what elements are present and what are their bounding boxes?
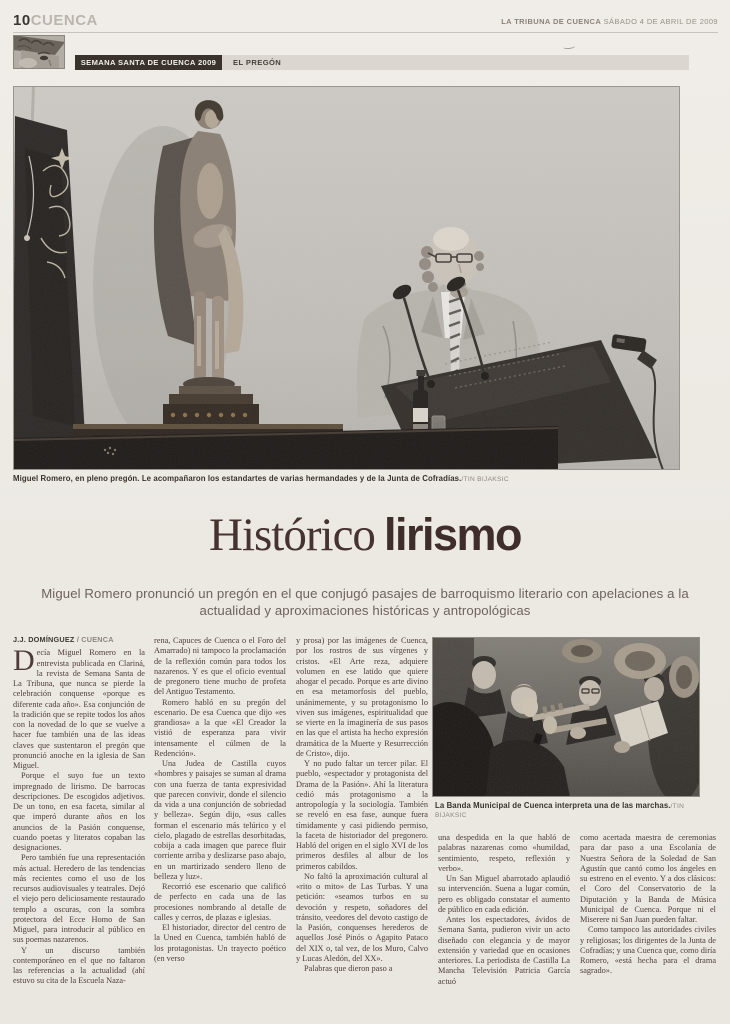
band-photo-caption: [435, 801, 703, 819]
headline-regular: Histórico: [209, 509, 375, 561]
caption-text: Miguel Romero, en pleno pregón. Le acompañaron los estandartes de varias hermandades y de la Junta de Cofradías.: [13, 474, 462, 483]
drop-cap: D: [13, 644, 35, 678]
headline-bold: lirismo: [383, 509, 521, 560]
paragraph: rena, Capuces de Cuenca o el Foro del Amarrado) ni tampoco la proclamación de la reflexión común para todos los nazarenos. Y es que el oficio eventual de pregonero tiene mucho de profeta del Antiguo Testamento.: [154, 636, 286, 697]
paragraph: Recorrió ese escenario que calificó de perfecto en cada una de las procesiones nombrando al detalle de calles y cerros, de plazas e iglesias.: [154, 882, 286, 922]
paragraph: Decía Miguel Romero en la entrevista publicada en Clariná, la revista de Semana Santa de La Tribuna, que nunca se pierde la celebración conquense «porque es diferente cada año». Esa conjunción de la tradición que se repite todos los años con la novedad de lo que se vuelve a hacer fue también una de las ideas claves que sustentaron el pregón que pronunció anoche en la iglesia de San Miguel.: [13, 644, 145, 770]
kicker-topic-label: EL PREGÓN: [233, 58, 282, 67]
newspaper-name: LA TRIBUNA DE CUENCA: [501, 17, 602, 26]
article-column-5: [580, 833, 716, 1013]
kicker-thumbnail-image: [13, 35, 65, 69]
main-photo: [13, 86, 680, 470]
article-deck: Miguel Romero pronunció un pregón en el que conjugó pasajes de barroquismo literario con apelaciones a la actualidad y aproximaciones históricas y antropológicas: [41, 586, 689, 618]
section-name: CUENCA: [30, 12, 98, 29]
paragraph: Romero habló en su pregón del escenario. De esa Cuenca que dijo «es grandiosa» a la que «El Creador la vistió de esperanza para vivir intensamente el cúlmen de la Redención».: [154, 697, 286, 758]
kicker-bar: [75, 55, 222, 70]
paragraph: El historiador, director del centro de la Uned en Cuenca, también habló de los protagonistas. Un trayecto poético (en verso: [154, 923, 286, 963]
sculpture-thumb-art: [13, 35, 65, 69]
page-number: 10: [13, 12, 31, 29]
paragraph: Una Judea de Castilla cuyos «hombres y paisajes se suman al drama con una fuerza de tanta expresividad que parecen convivir, donde el silencio da vida a una conjunción de sobriedad y belleza». Según dijo, «sus calles forman el escenario más telúrico y el cielo, plagado de estrellas desorbitadas, cobija a cada imagen que parece fluir corriente arriba y deslizarse paso abajo, en un martirizado sendero lleno de belleza y luz».: [154, 759, 286, 881]
band-photo: [432, 637, 700, 797]
scan-artifact: [563, 43, 575, 49]
band-photo-art: [432, 637, 700, 797]
paragraph: y prosa) por las imágenes de Cuenca, por los rostros de sus vírgenes y cristos. «El Arte reza, adquiere volumen en ese latido que quiere ahogar el pecado. Porque es arte divino en esa metamorfosis del pueblo, unánimemente, y su protagonismo lo viven sus imágenes, espiritualidad que se vierte en la imaginería de sus pasos en las que el artista ha hecho expresión dramática de la Muerte y Resurrección de Cristo», dijo.: [296, 636, 428, 758]
photo-credit: /TIN BIJAKSIC: [435, 803, 685, 819]
masthead-dateline: [501, 17, 718, 26]
main-photo-caption: [13, 474, 703, 483]
article-column-3: [296, 636, 428, 1011]
paragraph: Antes los espectadores, ávidos de Semana Santa, pudieron vivir un acto diseñado con elegancia y de mayor extensión y variedad que en ocasiones anteriores. La periodista de Castilla La Mancha Televisión Patricia García actuó: [438, 915, 570, 986]
article-column-4: [438, 833, 570, 1013]
kicker-label: SEMANA SANTA DE CUENCA 2009: [80, 58, 217, 67]
byline-place: / CUENCA: [74, 635, 114, 644]
header-rule: [13, 32, 718, 33]
kicker-strip: [222, 55, 689, 70]
byline-author: J.J. DOMÍNGUEZ: [13, 635, 75, 644]
paragraph: Un San Miguel abarrotado aplaudió su intervención. Suena a lugar común, pero es obligado constatar el aumento de público en cada edición.: [438, 874, 570, 914]
paragraph: Y un discurso también contemporáneo en el que no faltaron las referencias a la actualidad (ahí estuvo su cita de la Escuela Naza-: [13, 945, 145, 986]
paragraph: Y no pudo faltar un tercer pilar. El pueblo, «espectador y protagonista del Drama de la Pasión». Ahí la literatura cedió más protagonismo a la antropología y la sociología. También se reveló en esa fase, aunque fuera tímidamente y casi pidiendo permiso, la faceta de historiador del pregonero. Habló del origen en el siglo XVI de los primeros desfiles al albur de los primeros cabildos.: [296, 759, 428, 871]
article-column-1: [13, 635, 145, 1011]
paragraph: una despedida en la que habló de palabras nazarenas como «humildad, sentimiento, respeto, reflexión y verbo».: [438, 833, 570, 873]
pregon-photo-art: [13, 86, 680, 470]
issue-date: SÁBADO 4 DE ABRIL DE 2009: [601, 17, 718, 26]
article-headline: [0, 508, 730, 562]
photo-credit: /TIN BIJAKSIC: [461, 476, 509, 483]
article-column-2: [154, 636, 286, 1011]
paragraph: Porque el suyo fue un texto impregnado de lirismo. De barrocas descripciones. De escogidos adjetivos. De un tono, en esa faceta, similar al que imperó durante años en los anuncios de la Pasión conquense, cuando poetas y literatos copaban las designaciones.: [13, 771, 145, 852]
caption-text: La Banda Municipal de Cuenca interpreta una de las marchas.: [435, 801, 671, 810]
paragraph: Pero también fue una representación más actual. Heredero de las tendencias más recientes como el uso de los recursos audiovisuales y teatrales. Dejó el viejo pero deliciosamente restaurado templo a oscuras, con la sombra protectora del Ecce Homo de San Miguel, para introducir al público en sus poemas nazarenos.: [13, 853, 145, 945]
paragraph: No faltó la aproximación cultural al «rito o mito» de Las Turbas. Y una petición: «seamos turbos en su devoción y respeto, soñadores del tránsito, veedores del devoto castigo de la Pasión, conquenses herederos de aquellos José Pinós o Agapito Pataco del XIX o, tal vez, de los Muro, Calvo y Lucas Aledón, del XX».: [296, 871, 428, 963]
paragraph: como acertada maestra de ceremonias para dar paso a una Escolanía de Nuestra Señora de la Soledad de San Agustín que cantó como los ángeles en su estreno en el evento. Y a dos clásicos: el Coro del Conservatorio de la Diputación y la Banda de Música Municipal de Cuenca. Porque ni el Miserere ni San Juan pueden faltar.: [580, 833, 716, 924]
page-folio: [13, 12, 98, 29]
paragraph: Palabras que dieron paso a: [304, 964, 393, 973]
paragraph: Como tampoco las autoridades civiles y religiosas; los dirigentes de la Junta de Cofradías; y una Cuenca que, como diría Romero, «está hecha para el drama sagrado».: [580, 925, 716, 976]
byline: [13, 635, 145, 645]
